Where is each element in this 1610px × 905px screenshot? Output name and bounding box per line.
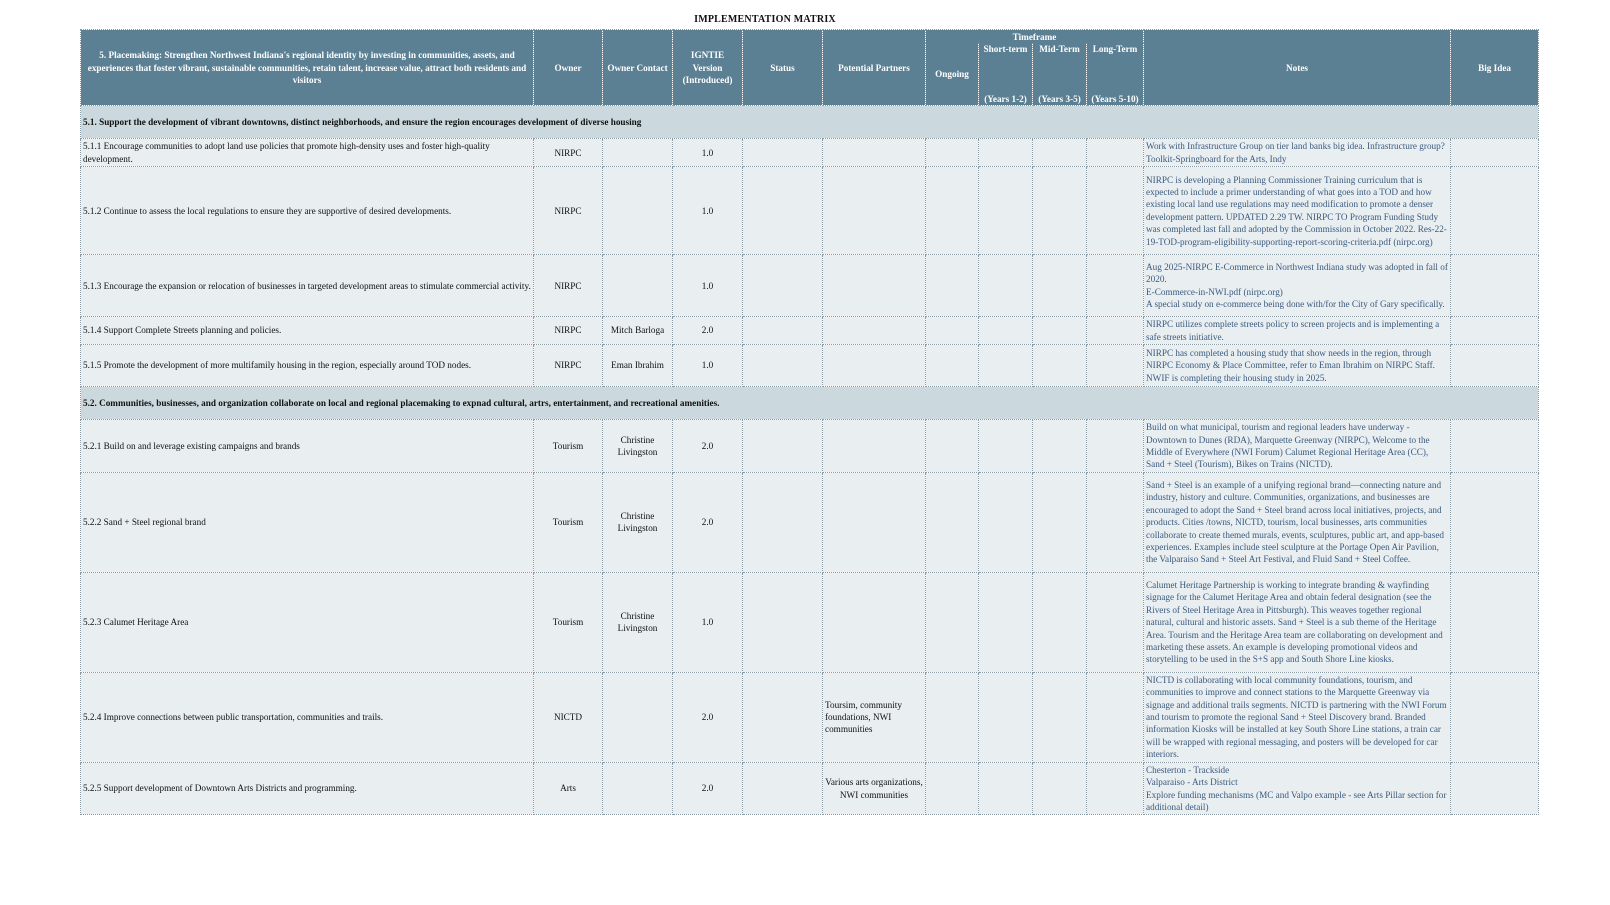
section-row [81, 106, 1539, 139]
contact-cell [603, 762, 673, 815]
long-term-cell [1087, 572, 1144, 672]
contact-cell [603, 672, 673, 762]
item-cell: 5.2.3 Calumet Heritage Area [81, 572, 534, 672]
version-cell: 1.0 [673, 139, 743, 167]
status-cell [743, 317, 823, 345]
ongoing-cell [926, 472, 979, 572]
long-term-cell [1087, 139, 1144, 167]
version-cell: 2.0 [673, 420, 743, 473]
status-cell [743, 420, 823, 473]
version-cell: 1.0 [673, 572, 743, 672]
long-term-cell [1087, 255, 1144, 317]
owner-cell: NIRPC [534, 317, 603, 345]
big-idea-cell [1451, 420, 1539, 473]
notes-cell: Build on what municipal, tourism and regional leaders have underway - Downtown to Dunes (RDA), Marquette Greenway (NIRPC), Welcome to the Middle of Everywhere (NWI Forum) Calumet Regional Heritage Area (CC), Sand + Steel (Tourism), Bikes on Trains (NICTD). [1144, 420, 1451, 473]
long-term-cell [1087, 420, 1144, 473]
col-potential-partners: Potential Partners [823, 30, 926, 106]
owner-cell: NIRPC [534, 167, 603, 255]
version-cell: 1.0 [673, 345, 743, 387]
short-term-cell [979, 672, 1033, 762]
version-cell: 2.0 [673, 762, 743, 815]
col-long-term [1087, 43, 1144, 106]
item-cell: 5.1.3 Encourage the expansion or relocation of businesses in targeted development areas to stimulate commercial activity. [81, 255, 534, 317]
contact-cell: Christine Livingston [603, 572, 673, 672]
big-idea-cell [1451, 345, 1539, 387]
item-cell: 5.1.4 Support Complete Streets planning and policies. [81, 317, 534, 345]
col-notes: Notes [1144, 30, 1451, 106]
version-cell: 1.0 [673, 167, 743, 255]
partners-cell [823, 317, 926, 345]
contact-cell [603, 139, 673, 167]
short-term-cell [979, 317, 1033, 345]
long-term-cell [1087, 167, 1144, 255]
status-cell [743, 762, 823, 815]
contact-cell [603, 255, 673, 317]
ongoing-cell [926, 345, 979, 387]
table-row [81, 317, 1539, 345]
ongoing-cell [926, 167, 979, 255]
col-big-idea: Big Idea [1451, 30, 1539, 106]
long-term-cell [1087, 472, 1144, 572]
contact-cell: Mitch Barloga [603, 317, 673, 345]
big-idea-cell [1451, 317, 1539, 345]
owner-cell: NIRPC [534, 139, 603, 167]
notes-cell: NIRPC utilizes complete streets policy to screen projects and is implementing a safe streets initiative. [1144, 317, 1451, 345]
goal-title: 5. Placemaking: Strengthen Northwest Indiana's regional identity by investing in communities, assets, and experiences that foster vibrant, sustainable communities, retain talent, increase value, attract both residents and visitors [81, 30, 534, 106]
long-term-cell [1087, 762, 1144, 815]
page-title: IMPLEMENTATION MATRIX [694, 14, 836, 25]
notes-cell: NIRPC has completed a housing study that show needs in the region, through NIRPC Economy & Place Committee, refer to Eman Ibrahim on NIRPC Staff. NWIF is completing their housing study in 2025. [1144, 345, 1451, 387]
table-row [81, 472, 1539, 572]
section-title: 5.1. Support the development of vibrant downtowns, distinct neighborhoods, and ensure the region encourages development of diverse housing [81, 106, 1539, 139]
mid-term-cell [1033, 167, 1087, 255]
notes-cell: NIRPC is developing a Planning Commissioner Training curriculum that is expected to include a primer understanding of what goes into a TOD and how existing local land use regulations may need modification to promote a denser development pattern. UPDATED 2.29 TW. NIRPC TO Program Funding Study was completed last fall and adopted by the Commission in October 2022. Res-22-19-TOD-program-eligibility-supporting-report-scoring-criteria.pdf (nirpc.org) [1144, 167, 1451, 255]
col-ignite-version: IGNTIE Version (Introduced) [673, 30, 743, 106]
col-ongoing [926, 43, 979, 106]
version-cell: 2.0 [673, 317, 743, 345]
table-row [81, 345, 1539, 387]
partners-cell: Toursim, community foundations, NWI communities [823, 672, 926, 762]
table-row [81, 420, 1539, 473]
short-term-cell [979, 139, 1033, 167]
version-cell: 1.0 [673, 255, 743, 317]
status-cell [743, 167, 823, 255]
short-term-label: Short-term [983, 44, 1028, 55]
mid-term-cell [1033, 762, 1087, 815]
item-cell: 5.2.1 Build on and leverage existing campaigns and brands [81, 420, 534, 473]
long-term-label: Long-Term [1092, 44, 1138, 55]
table-row [81, 167, 1539, 255]
long-term-years: (Years 5-10) [1091, 94, 1139, 104]
section-row [81, 387, 1539, 420]
mid-term-cell [1033, 672, 1087, 762]
long-term-cell [1087, 345, 1144, 387]
ongoing-cell [926, 139, 979, 167]
item-cell: 5.1.1 Encourage communities to adopt land use policies that promote high-density uses and foster high-quality development. [81, 139, 534, 167]
ongoing-cell [926, 255, 979, 317]
ongoing-cell [926, 672, 979, 762]
owner-cell: NIRPC [534, 255, 603, 317]
table-row [81, 139, 1539, 167]
mid-term-cell [1033, 472, 1087, 572]
owner-cell: NICTD [534, 672, 603, 762]
partners-cell [823, 345, 926, 387]
mid-term-cell [1033, 420, 1087, 473]
mid-term-cell [1033, 139, 1087, 167]
long-term-cell [1087, 317, 1144, 345]
partners-cell [823, 139, 926, 167]
owner-cell: Arts [534, 762, 603, 815]
col-short-term [979, 43, 1033, 106]
version-cell: 2.0 [673, 672, 743, 762]
partners-cell [823, 255, 926, 317]
big-idea-cell [1451, 762, 1539, 815]
short-term-cell [979, 167, 1033, 255]
item-cell: 5.1.5 Promote the development of more multifamily housing in the region, especially around TOD nodes. [81, 345, 534, 387]
status-cell [743, 572, 823, 672]
col-timeframe: Timeframe [926, 30, 1144, 44]
big-idea-cell [1451, 139, 1539, 167]
status-cell [743, 255, 823, 317]
short-term-cell [979, 420, 1033, 473]
implementation-matrix-table [80, 29, 1539, 815]
item-cell: 5.1.2 Continue to assess the local regulations to ensure they are supportive of desired developments. [81, 167, 534, 255]
ongoing-cell [926, 317, 979, 345]
short-term-cell [979, 255, 1033, 317]
mid-term-label: Mid-Term [1039, 44, 1080, 55]
section-title: 5.2. Communities, businesses, and organization collaborate on local and regional placemaking to expnad cultural, artrs, entertainment, and recreational amenities. [81, 387, 1539, 420]
partners-cell [823, 420, 926, 473]
short-term-cell [979, 572, 1033, 672]
item-cell: 5.2.5 Support development of Downtown Arts Districts and programming. [81, 762, 534, 815]
col-status: Status [743, 30, 823, 106]
owner-cell: Tourism [534, 420, 603, 473]
notes-cell: Aug 2025-NIRPC E-Commerce in Northwest Indiana study was adopted in fall of 2020. E-Commerce-in-NWI.pdf (nirpc.org) A special study on e-commerce being done with/for the City of Gary specifically. [1144, 255, 1451, 317]
mid-term-cell [1033, 345, 1087, 387]
big-idea-cell [1451, 672, 1539, 762]
ongoing-cell [926, 762, 979, 815]
long-term-cell [1087, 672, 1144, 762]
table-row [81, 672, 1539, 762]
mid-term-years: (Years 3-5) [1038, 94, 1081, 104]
partners-cell [823, 167, 926, 255]
ongoing-cell [926, 420, 979, 473]
partners-cell: Various arts organizations, NWI communities [823, 762, 926, 815]
col-owner-contact: Owner Contact [603, 30, 673, 106]
big-idea-cell [1451, 167, 1539, 255]
table-row [81, 255, 1539, 317]
notes-cell: Sand + Steel is an example of a unifying regional brand—connecting nature and industry, history and culture. Communities, organizations, and businesses are encouraged to adopt the Sand + Steel brand across local initiatives, projects, and products. Cities /towns, NICTD, tourism, local businesses, arts communities collaborate to create themed murals, events, sculptures, public art, and app-based experiences. Examples include steel sculpture at the Portage Open Air Pavilion, the Valparaiso Sand + Steel Art Festival, and Fluid Sand + Steel Coffee. [1144, 472, 1451, 572]
contact-cell: Christine Livingston [603, 420, 673, 473]
notes-cell: NICTD is collaborating with local community foundations, tourism, and communities to improve and connect stations to the Marquette Greenway via signage and additional trails segments. NICTD is partnering with the NWI Forum and tourism to promote the regional Sand + Steel Discovery brand. Branded information Kiosks will be installed at key South Shore Line stations, a train car will be wrapped with regional messaging, and posters will be developed for car interiors. [1144, 672, 1451, 762]
mid-term-cell [1033, 255, 1087, 317]
contact-cell [603, 167, 673, 255]
status-cell [743, 139, 823, 167]
notes-cell: Chesterton - Trackside Valparaiso - Arts District Explore funding mechanisms (MC and Valpo example - see Arts Pillar section for additional detail) [1144, 762, 1451, 815]
short-term-cell [979, 345, 1033, 387]
header-row [81, 30, 1539, 44]
ongoing-cell [926, 572, 979, 672]
owner-cell: Tourism [534, 472, 603, 572]
notes-cell: Calumet Heritage Partnership is working to integrate branding & wayfinding signage for the Calumet Heritage Area and obtain federal designation (see the Rivers of Steel Heritage Area in Pittsburgh). This weaves together regional natural, cultural and historic assets. Sand + Steel is a sub theme of the Heritage Area. Tourism and the Heritage Area team are collaborating on development and marketing these assets. An example is developing promotional videos and storytelling to be used in the S+S app and South Shore Line kiosks. [1144, 572, 1451, 672]
short-term-years: (Years 1-2) [984, 94, 1027, 104]
big-idea-cell [1451, 572, 1539, 672]
status-cell [743, 472, 823, 572]
partners-cell [823, 572, 926, 672]
big-idea-cell [1451, 255, 1539, 317]
owner-cell: NIRPC [534, 345, 603, 387]
status-cell [743, 345, 823, 387]
notes-cell: Work with Infrastructure Group on tier land banks big idea. Infrastructure group? Toolkit-Springboard for the Arts, Indy [1144, 139, 1451, 167]
item-cell: 5.2.2 Sand + Steel regional brand [81, 472, 534, 572]
short-term-cell [979, 762, 1033, 815]
item-cell: 5.2.4 Improve connections between public transportation, communities and trails. [81, 672, 534, 762]
version-cell: 2.0 [673, 472, 743, 572]
big-idea-cell [1451, 472, 1539, 572]
table-row [81, 572, 1539, 672]
mid-term-cell [1033, 572, 1087, 672]
owner-cell: Tourism [534, 572, 603, 672]
contact-cell: Christine Livingston [603, 472, 673, 572]
short-term-cell [979, 472, 1033, 572]
mid-term-cell [1033, 317, 1087, 345]
status-cell [743, 672, 823, 762]
partners-cell [823, 472, 926, 572]
col-mid-term [1033, 43, 1087, 106]
table-row [81, 762, 1539, 815]
col-owner: Owner [534, 30, 603, 106]
ongoing-label: Ongoing [935, 69, 969, 80]
contact-cell: Eman Ibrahim [603, 345, 673, 387]
